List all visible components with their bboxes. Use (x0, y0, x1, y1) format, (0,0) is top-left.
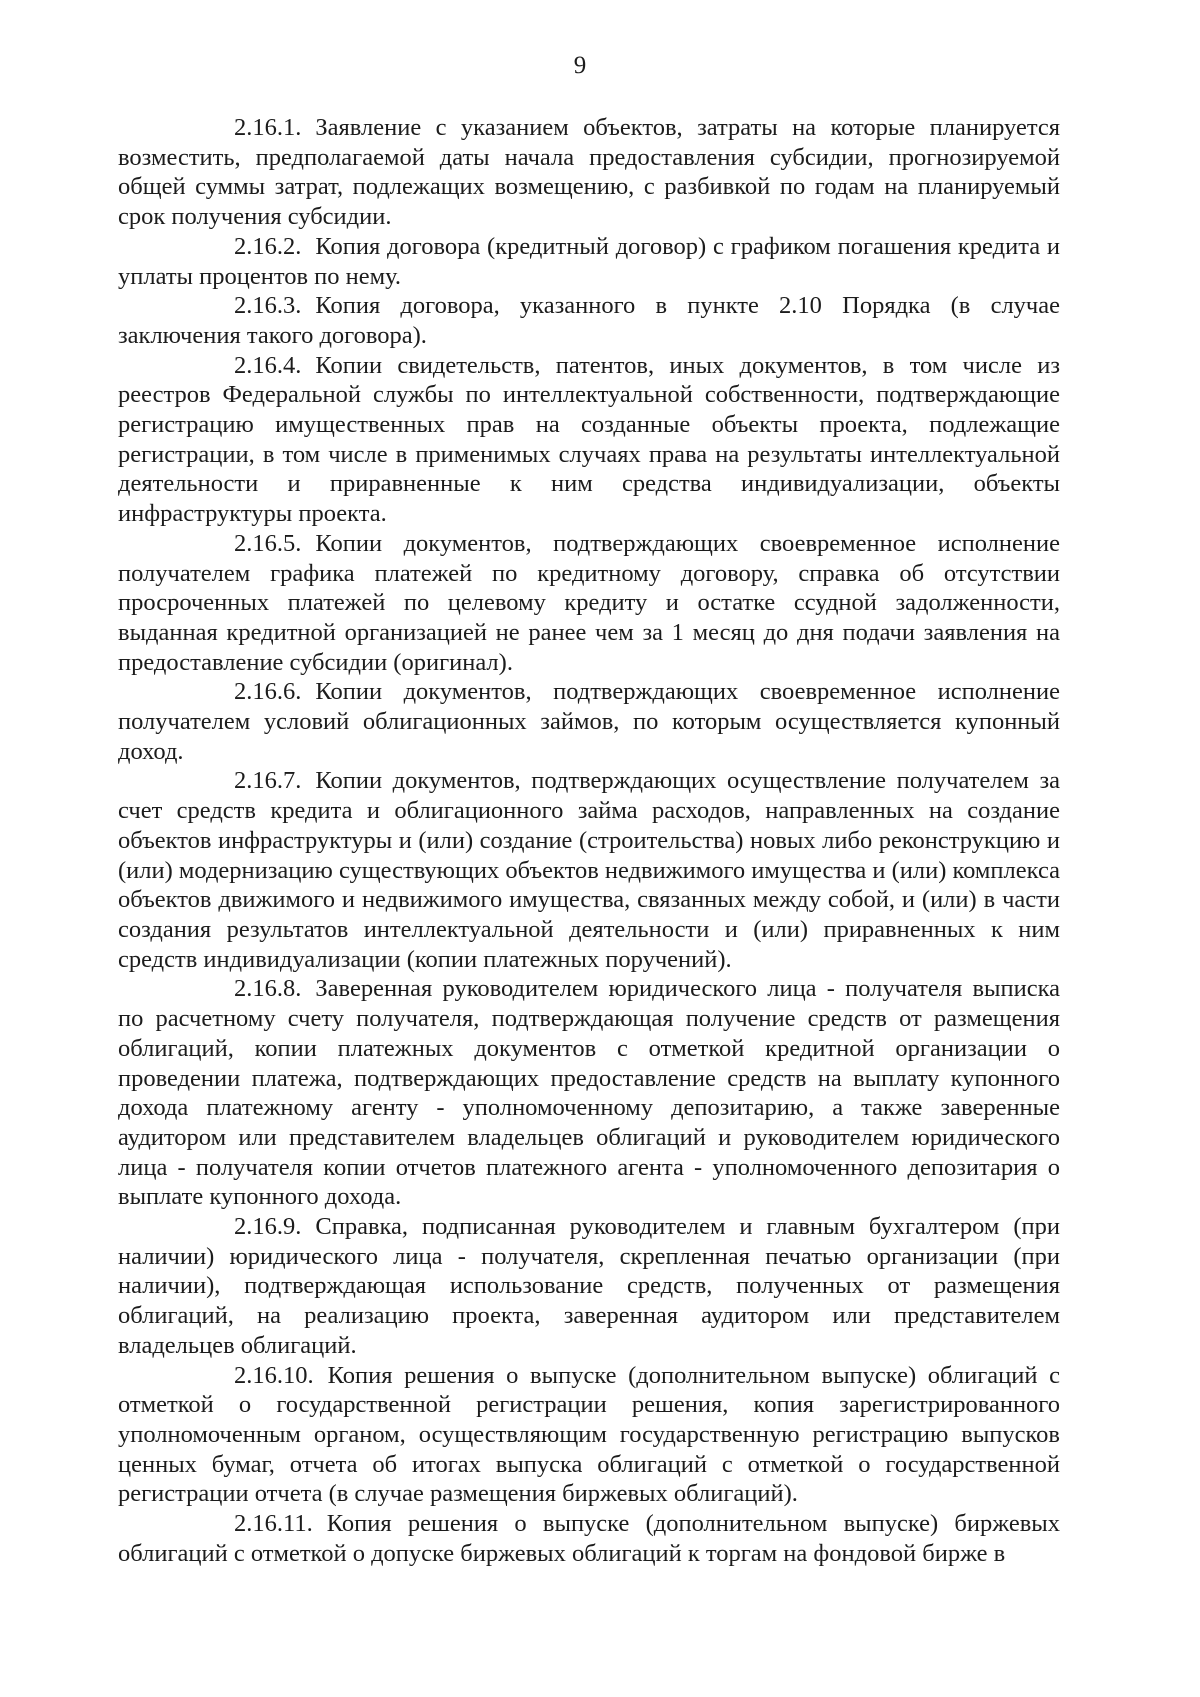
paragraph-2-16-6 (118, 677, 1060, 766)
clause-number: 2.16.7. (234, 767, 302, 795)
clause-text: Заявление с указанием объектов, затраты на которые планируется возместить, предполагаемой даты начала предоставления субсидии, прогнозируемой общей суммы затрат, подлежащих возмещению, с разбивкой по годам на планируемый срок получения субсидии. (118, 114, 1060, 231)
paragraph-2-16-7 (118, 766, 1060, 974)
clause-number: 2.16.4. (234, 351, 302, 379)
clause-text: Копии документов, подтверждающих своевременное исполнение получателем условий облигационных займов, по которым осуществляется купонный доход. (118, 678, 1060, 765)
clause-number: 2.16.2. (234, 232, 302, 260)
paragraph-2-16-3 (118, 291, 1060, 350)
clause-text: Копии документов, подтверждающих осуществление получателем за счет средств кредита и облигационного займа расходов, направленных на создание объектов инфраструктуры и (или) создание (строительства) новых либо реконструкцию и (или) модернизацию существующих объектов недвижимого имущества и (или) комплекса объектов движимого и недвижимого имущества, связанных между собой, и (или) в части создания результатов интеллектуальной деятельности и (или) приравненных к ним средств индивидуализации (копии платежных поручений). (118, 767, 1060, 973)
paragraph-2-16-9 (118, 1212, 1060, 1361)
paragraph-2-16-10 (118, 1361, 1060, 1510)
clause-number: 2.16.10. (234, 1361, 314, 1389)
clause-number: 2.16.9. (234, 1213, 302, 1241)
clause-number: 2.16.8. (234, 975, 302, 1003)
paragraph-2-16-5 (118, 529, 1060, 678)
clause-text: Копия решения о выпуске (дополнительном выпуске) биржевых облигаций с отметкой о допуске биржевых облигаций к торгам на фондовой бирже в (118, 1510, 1060, 1567)
clause-text: Копия решения о выпуске (дополнительном выпуске) облигаций с отметкой о государственной регистрации решения, копия зарегистрированного уполномоченным органом, осуществляющим государственную регистрацию выпусков ценных бумаг, отчета об итогах выпуска облигаций с отметкой о государственной регистрации отчета (в случае размещения биржевых облигаций). (118, 1361, 1060, 1508)
clause-text: Копия договора (кредитный договор) с графиком погашения кредита и уплаты процентов по нему. (118, 232, 1060, 290)
paragraph-2-16-4 (118, 351, 1060, 529)
page-number: 9 (573, 52, 587, 79)
paragraph-2-16-8 (118, 974, 1060, 1212)
paragraph-2-16-2 (118, 232, 1060, 291)
clause-number: 2.16.5. (234, 529, 302, 557)
clause-text: Заверенная руководителем юридического лица - получателя выписка по расчетному счету получателя, подтверждающая получение средств от размещения облигаций, копии платежных документов с отметкой кредитной организации о проведении платежа, подтверждающих предоставление средств на выплату купонного дохода платежному агенту - уполномоченному депозитарию, а также заверенные аудитором или представителем владельцев облигаций и руководителем юридического лица - получателя копии отчетов платежного агента - уполномоченного депозитария о выплате купонного дохода. (118, 975, 1060, 1211)
clause-number: 2.16.1. (234, 114, 302, 141)
clause-text: Копии документов, подтверждающих своевременное исполнение получателем графика платежей по кредитному договору, справка об отсутствии просроченных платежей по целевому кредиту и остатке ссудной задолженности, выданная кредитной организацией не ранее чем за 1 месяц до дня подачи заявления на предоставление субсидии (оригинал). (118, 529, 1060, 676)
clause-number: 2.16.3. (234, 292, 302, 320)
clause-text: Копия договора, указанного в пункте 2.10 Порядка (в случае заключения такого договора). (118, 292, 1060, 349)
clause-text: Копии свидетельств, патентов, иных документов, в том числе из реестров Федеральной службы по интеллектуальной собственности, подтверждающие регистрацию имущественных прав на созданные объекты проекта, подлежащие регистрации, в том числе в применимых случаях права на результаты интеллектуальной деятельности и приравненные к ним средства индивидуализации, объекты инфраструктуры проекта. (118, 351, 1060, 528)
clause-number: 2.16.11. (234, 1510, 313, 1538)
clause-text: Справка, подписанная руководителем и главным бухгалтером (при наличии) юридического лица - получателя, скрепленная печатью организации (при наличии), подтверждающая использование средств, полученных от размещения облигаций, на реализацию проекта, заверенная аудитором или представителем владельцев облигаций. (118, 1213, 1060, 1359)
document-body (118, 113, 1060, 1568)
paragraph-2-16-11 (118, 1509, 1060, 1568)
paragraph-2-16-1 (118, 113, 1060, 232)
clause-number: 2.16.6. (234, 678, 302, 706)
